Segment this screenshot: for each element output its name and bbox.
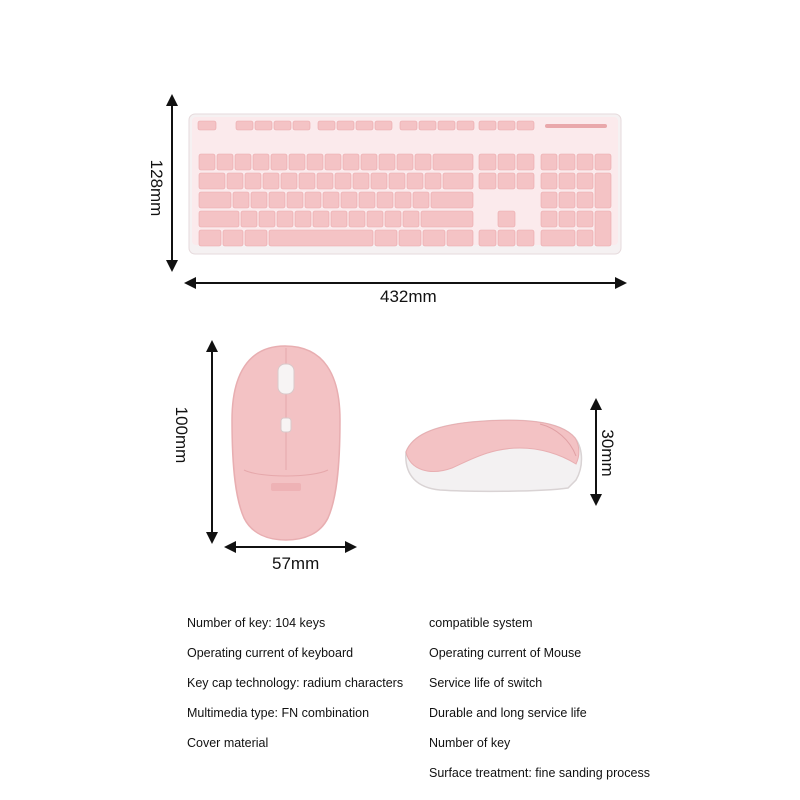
keyboard-height-label: 128mm — [147, 159, 166, 217]
keyboard-key — [356, 121, 373, 130]
mouse-height-label: 30mm — [598, 429, 617, 477]
keyboard-key — [389, 173, 405, 189]
keyboard-key — [199, 154, 215, 170]
keyboard-key — [415, 154, 431, 170]
keyboard-key — [541, 230, 575, 246]
keyboard-key — [323, 192, 339, 208]
spec-item: Cover material — [187, 736, 269, 750]
keyboard-key — [307, 154, 323, 170]
keyboard-key — [269, 230, 373, 246]
keyboard-key — [367, 211, 383, 227]
keyboard-key — [245, 230, 267, 246]
keyboard-key — [313, 211, 329, 227]
keyboard-key — [438, 121, 455, 130]
keyboard-key — [577, 230, 593, 246]
keyboard-key — [318, 121, 335, 130]
keyboard-key — [227, 173, 243, 189]
keyboard-key — [399, 230, 421, 246]
keyboard-key — [305, 192, 321, 208]
keyboard-key — [595, 211, 611, 246]
keyboard-key — [517, 154, 534, 170]
keyboard-key — [397, 154, 413, 170]
keyboard-key — [379, 154, 395, 170]
keyboard-key — [199, 173, 225, 189]
spec-item: Key cap technology: radium characters — [187, 676, 404, 690]
keyboard-key — [353, 173, 369, 189]
keyboard-key — [317, 173, 333, 189]
keyboard-key — [577, 173, 593, 189]
keyboard-key — [517, 173, 534, 189]
keyboard-key — [559, 192, 575, 208]
keyboard-key — [400, 121, 417, 130]
keyboard-key — [479, 121, 496, 130]
keyboard-key — [281, 173, 297, 189]
keyboard-width-label: 432mm — [380, 287, 437, 306]
keyboard-key — [359, 192, 375, 208]
keyboard-key — [559, 211, 575, 227]
keyboard-key — [235, 154, 251, 170]
spec-item: Number of key: 104 keys — [187, 616, 326, 630]
keyboard-key — [595, 154, 611, 170]
spec-item: Multimedia type: FN combination — [187, 706, 370, 720]
keyboard-key — [443, 173, 473, 189]
keyboard-key — [479, 154, 496, 170]
keyboard-key — [425, 173, 441, 189]
keyboard-key — [269, 192, 285, 208]
keyboard-key — [349, 211, 365, 227]
mouse-side-view — [406, 420, 582, 491]
keyboard-key — [403, 211, 419, 227]
keyboard-key — [577, 192, 593, 208]
keyboard-key — [241, 211, 257, 227]
keyboard-key — [253, 154, 269, 170]
keyboard-key — [199, 230, 221, 246]
keyboard-key — [255, 121, 272, 130]
keyboard-key — [407, 173, 423, 189]
keyboard-key — [361, 154, 377, 170]
keyboard-key — [331, 211, 347, 227]
keyboard-key — [223, 230, 243, 246]
keyboard-key — [498, 121, 515, 130]
keyboard-key — [341, 192, 357, 208]
keyboard-key — [457, 121, 474, 130]
keyboard-key — [335, 173, 351, 189]
mouse-length-label: 100mm — [172, 406, 191, 464]
spec-item: compatible system — [429, 616, 533, 630]
keyboard-key — [421, 211, 473, 227]
mouse-top-view — [232, 346, 340, 540]
keyboard-key — [375, 121, 392, 130]
keyboard-key — [259, 211, 275, 227]
keyboard-key — [277, 211, 293, 227]
indicator-strip — [545, 124, 607, 128]
keyboard-key — [559, 173, 575, 189]
keyboard-key — [413, 192, 429, 208]
keyboard-key — [251, 192, 267, 208]
keyboard-key — [233, 192, 249, 208]
keyboard-key — [236, 121, 253, 130]
keyboard-key — [479, 230, 496, 246]
spec-item: Surface treatment: fine sanding process — [429, 766, 650, 780]
keyboard-key — [423, 230, 445, 246]
keyboard-key — [419, 121, 436, 130]
keyboard-key — [299, 173, 315, 189]
keyboard-key — [517, 121, 534, 130]
keyboard-key — [385, 211, 401, 227]
keyboard-key — [199, 211, 239, 227]
keyboard-key — [295, 211, 311, 227]
keyboard-key — [447, 230, 473, 246]
keyboard-key — [293, 121, 310, 130]
keyboard-key — [375, 230, 397, 246]
keyboard-key — [217, 154, 233, 170]
spec-item: Durable and long service life — [429, 706, 587, 720]
keyboard-key — [289, 154, 305, 170]
keyboard-key — [395, 192, 411, 208]
keyboard-key — [541, 154, 557, 170]
keyboard-key — [287, 192, 303, 208]
keyboard-key — [343, 154, 359, 170]
keyboard-key — [433, 154, 473, 170]
keyboard-key — [577, 211, 593, 227]
keyboard-key — [337, 121, 354, 130]
keyboard-key — [431, 192, 473, 208]
keyboard-key — [541, 173, 557, 189]
keyboard-key — [371, 173, 387, 189]
keyboard-key — [325, 154, 341, 170]
keyboard-key — [517, 230, 534, 246]
keyboard-key — [263, 173, 279, 189]
keyboard-key — [559, 154, 575, 170]
spec-item: Operating current of Mouse — [429, 646, 582, 660]
keyboard-key — [377, 192, 393, 208]
spec-item: Operating current of keyboard — [187, 646, 354, 660]
keyboard-key — [271, 154, 287, 170]
keyboard-key — [498, 173, 515, 189]
keyboard-key — [498, 211, 515, 227]
keyboard-key — [274, 121, 291, 130]
keyboard-key — [199, 192, 231, 208]
keyboard-key — [541, 192, 557, 208]
keyboard-key — [577, 154, 593, 170]
keyboard-key — [498, 154, 515, 170]
keyboard-key — [245, 173, 261, 189]
keyboard-key — [198, 121, 216, 130]
spec-item: Service life of switch — [429, 676, 543, 690]
keyboard-key — [541, 211, 557, 227]
keyboard-image — [189, 114, 621, 254]
spec-item: Number of key — [429, 736, 511, 750]
keyboard-key — [595, 173, 611, 208]
mouse-width-label: 57mm — [272, 554, 320, 573]
keyboard-key — [479, 173, 496, 189]
keyboard-key — [498, 230, 515, 246]
